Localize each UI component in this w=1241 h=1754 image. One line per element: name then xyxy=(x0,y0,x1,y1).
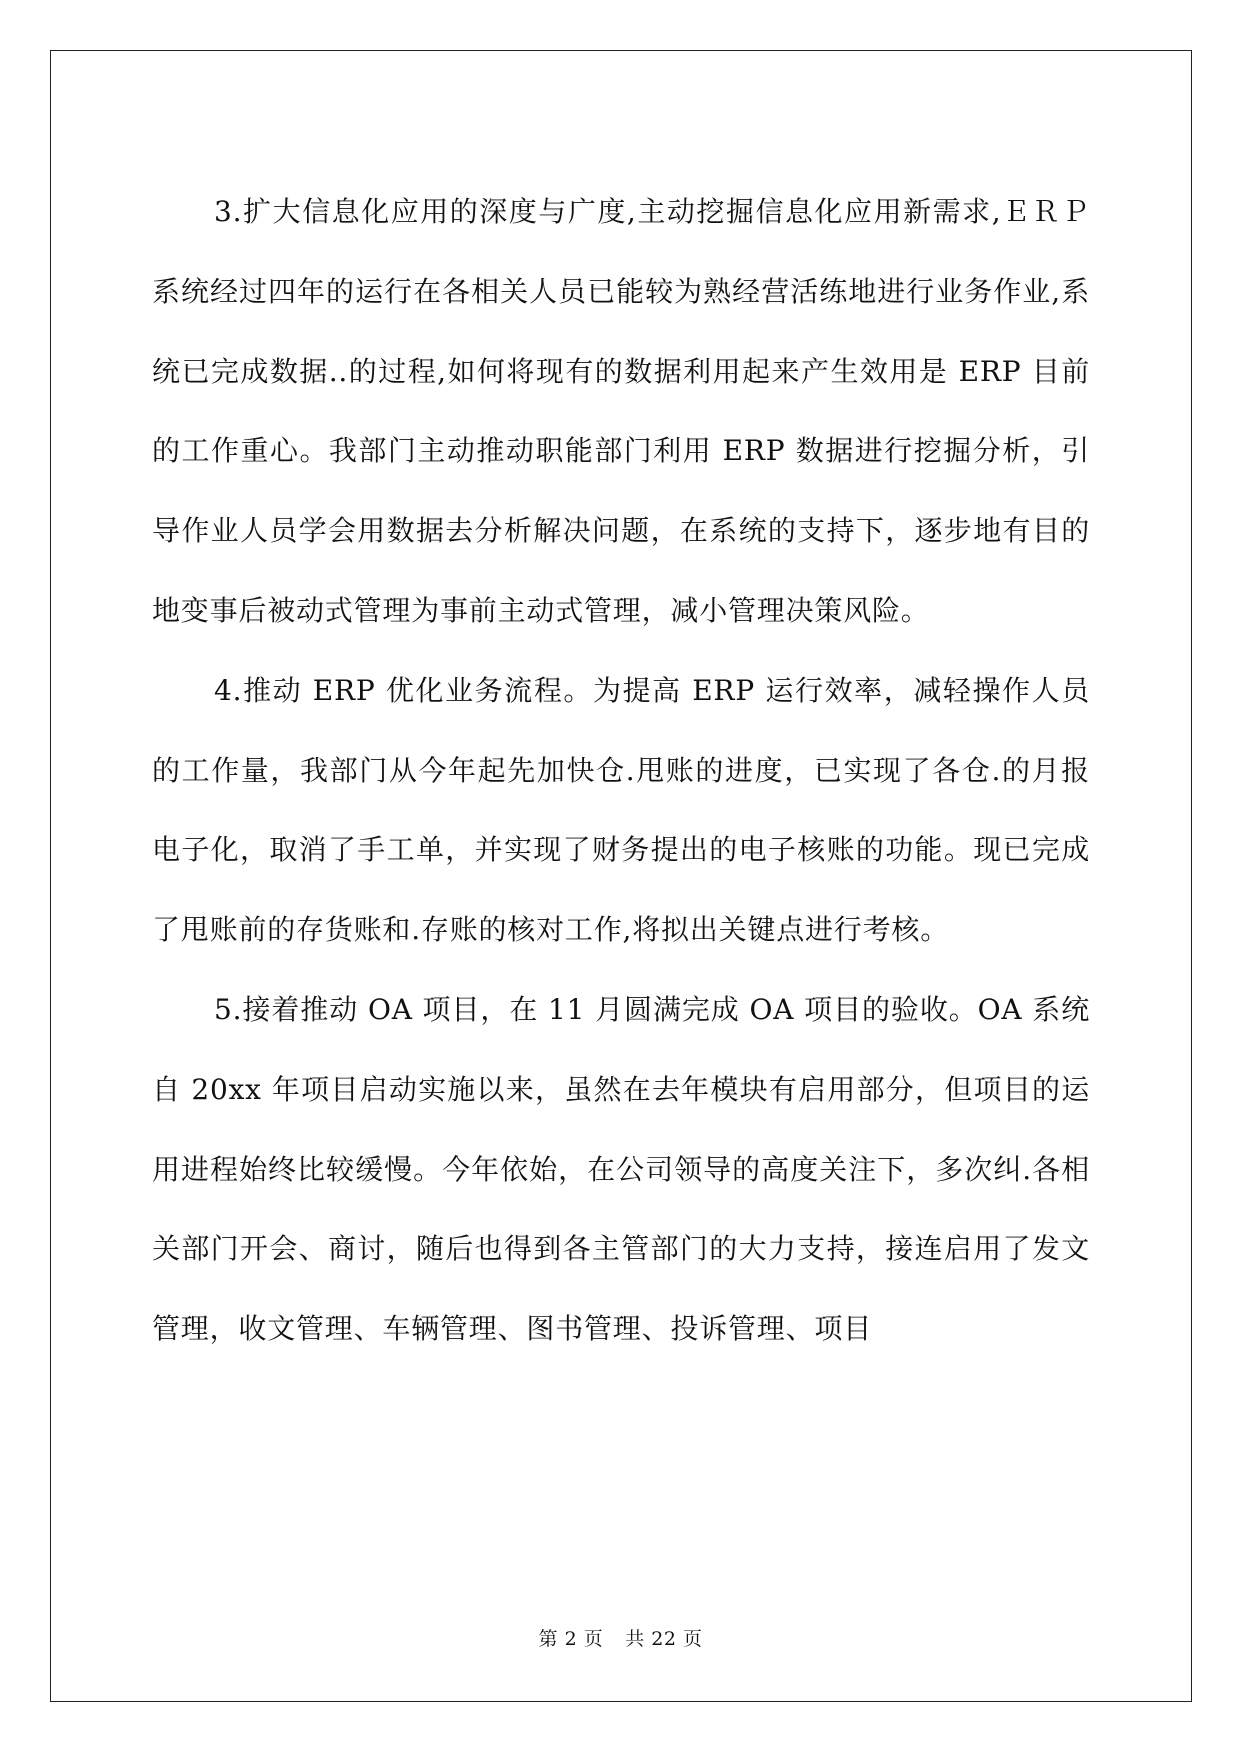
document-body xyxy=(152,172,1090,1369)
paragraph-text: 4.推动 ERP 优化业务流程。为提高 ERP 运行效率，减轻操作人员的工作量，我部门从今年起先加快仓.甩账的进度，已实现了各仓.的月报电子化，取消了手工单，并实现了财务提出的电子核账的功能。现已完成了甩账前的存货账和.存账的核对工作,将拟出关键点进行考核。 xyxy=(152,673,1090,947)
total-pages: 共 22 页 xyxy=(625,1628,703,1650)
paragraph-4-erp-process xyxy=(152,651,1090,970)
page-footer xyxy=(0,1624,1241,1651)
page-number: 第 2 页 xyxy=(538,1628,604,1650)
paragraph-3-erp-depth xyxy=(152,172,1090,651)
paragraph-text: 3.扩大信息化应用的深度与广度,主动挖掘信息化应用新需求,ＥＲＰ系统经过四年的运行在各相关人员已能较为熟经营活练地进行业务作业,系统已完成数据..的过程,如何将现有的数据利用起来产生效用是 ERP 目前的工作重心。我部门主动推动职能部门利用 ERP 数据进行挖掘分析，引导作业人员学会用数据去分析解决问题，在系统的支持下，逐步地有目的地变事后被动式管理为事前主动式管理，减小管理决策风险。 xyxy=(152,195,1090,627)
paragraph-5-oa-project xyxy=(152,970,1090,1369)
paragraph-text: 5.接着推动 OA 项目，在 11 月圆满完成 OA 项目的验收。OA 系统自 20xx 年项目启动实施以来，虽然在去年模块有启用部分，但项目的运用进程始终比较缓慢。今年依始，在公司领导的高度关注下，多次纠.各相关部门开会、商讨，随后也得到各主管部门的大力支持，接连启用了发文管理，收文管理、车辆管理、图书管理、投诉管理、项目 xyxy=(152,992,1090,1346)
